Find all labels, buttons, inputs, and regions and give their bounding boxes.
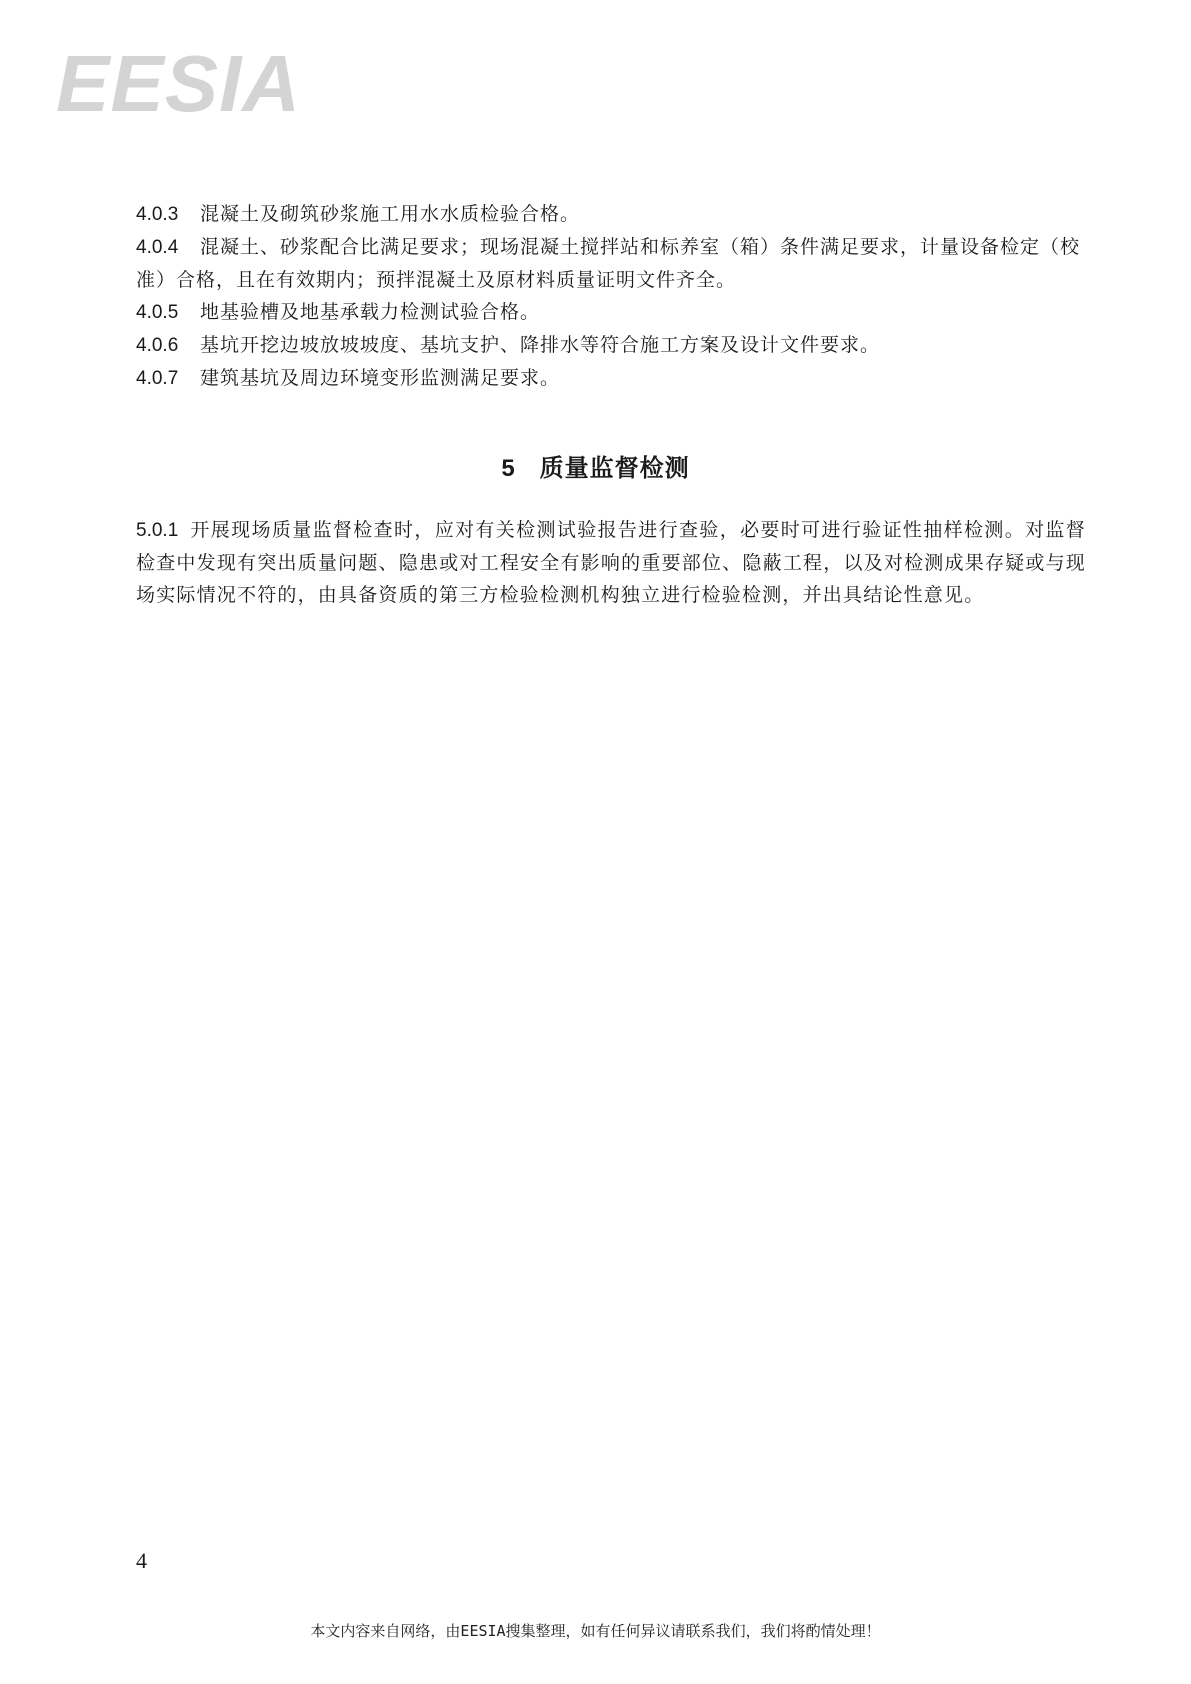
clause-4-0-4 [136, 231, 1086, 296]
clause-text: 开展现场质量监督检查时，应对有关检测试验报告进行查验，必要时可进行验证性抽样检测。对监督检查中发现有突出质量问题、隐患或对工程安全有影响的重要部位、隐蔽工程，以及对检测成果存疑或与现场实际情况不符的，由具备资质的第三方检验检测机构独立进行检验检测，并出具结论性意见。 [136, 519, 1086, 606]
section-title-text: 质量监督检测 [539, 454, 690, 482]
eesia-logo: EESIA [56, 39, 302, 128]
clause-4-0-5 [136, 296, 1086, 329]
clause-5-0-1 [136, 514, 1086, 611]
clause-number: 4.0.7 [136, 368, 179, 389]
page-number: 4 [136, 1548, 147, 1573]
clause-text: 混凝土及砌筑砂浆施工用水水质检验合格。 [200, 203, 581, 225]
clause-4-0-7 [136, 362, 1086, 395]
footer-disclaimer: 本文内容来自网络，由EESIA搜集整理，如有任何异议请联系我们，我们将酌情处理！ [310, 1622, 881, 1640]
section-number: 5 [501, 455, 516, 482]
clause-number: 4.0.6 [136, 335, 179, 356]
clause-text: 混凝土、砂浆配合比满足要求；现场混凝土搅拌站和标养室（箱）条件满足要求，计量设备检定（校准）合格，且在有效期内；预拌混凝土及原材料质量证明文件齐全。 [136, 236, 1081, 291]
clause-number: 4.0.4 [136, 237, 179, 258]
clause-text: 地基验槽及地基承载力检测试验合格。 [200, 301, 541, 323]
clause-4-0-3 [136, 198, 1086, 231]
clause-list [136, 198, 1086, 395]
clause-number: 4.0.5 [136, 302, 179, 323]
section-heading [0, 448, 1191, 483]
clause-text: 建筑基坑及周边环境变形监测满足要求。 [200, 367, 561, 389]
clause-4-0-6 [136, 329, 1086, 362]
clause-number: 5.0.1 [136, 520, 179, 541]
clause-text: 基坑开挖边坡放坡坡度、基坑支护、降排水等符合施工方案及设计文件要求。 [200, 334, 881, 356]
clause-number: 4.0.3 [136, 204, 179, 225]
